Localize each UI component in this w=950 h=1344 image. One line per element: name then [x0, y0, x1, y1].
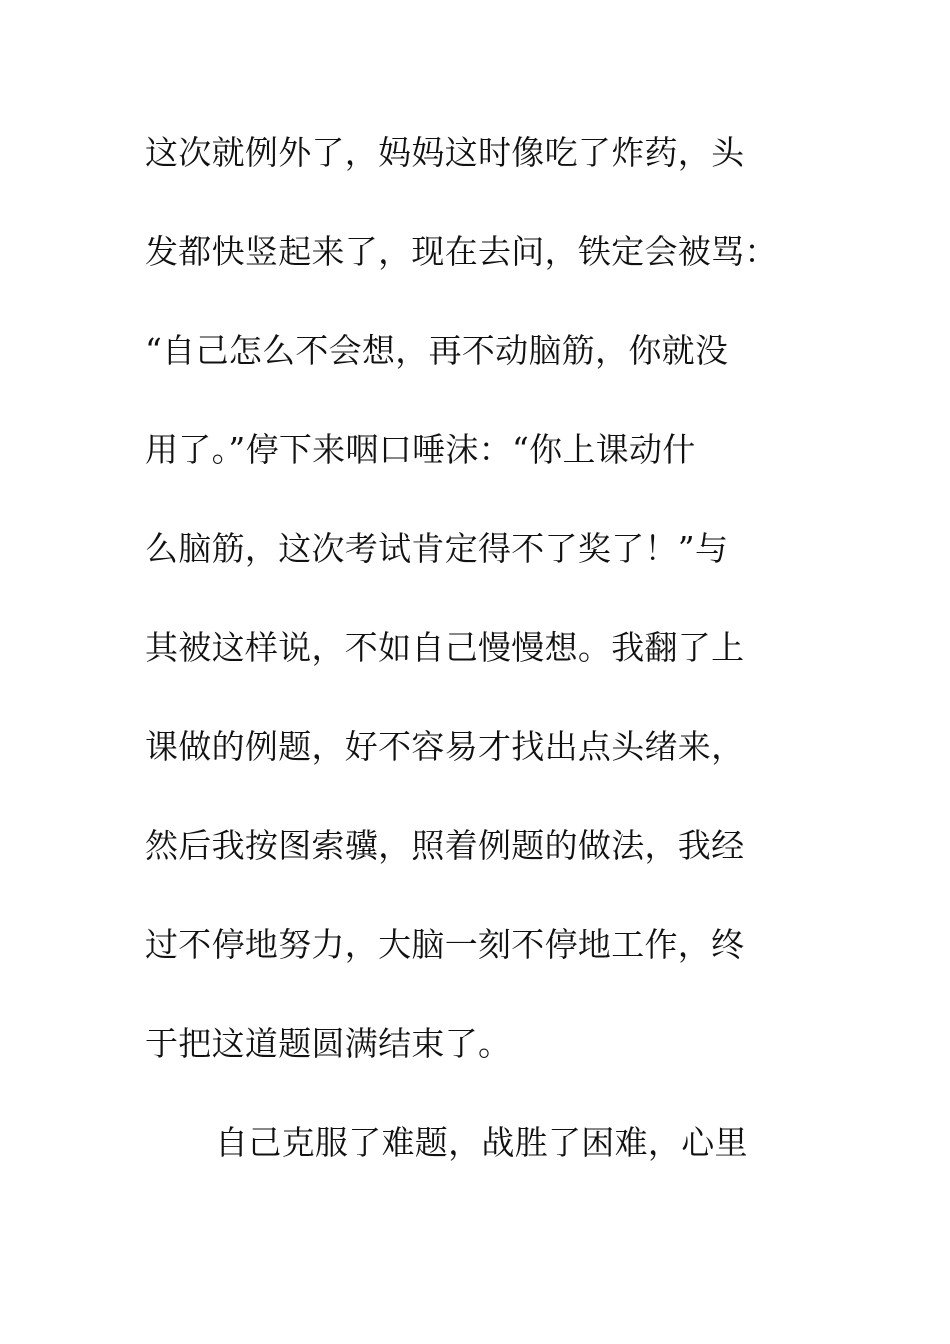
- text-line: 于把这道题圆满结束了。: [145, 1024, 512, 1063]
- text-line: 这次就例外了，妈妈这时像吃了炸药，头: [145, 133, 745, 172]
- text-line: 课做的例题，好不容易才找出点头绪来，: [145, 727, 745, 766]
- body-text: [145, 127, 785, 1216]
- text-line: 其被这样说，不如自己慢慢想。我翻了上: [145, 628, 745, 667]
- text-line: 发都快竖起来了，现在去问，铁定会被骂：: [145, 232, 778, 271]
- text-line: 用了。”停下来咽口唾沫：“你上课动什: [145, 430, 696, 469]
- text-line: “自己怎么不会想，再不动脑筋，你就没: [145, 331, 729, 370]
- text-line: 么脑筋，这次考试肯定得不了奖了！”与: [145, 529, 729, 568]
- text-line: 然后我按图索骥，照着例题的做法，我经: [145, 826, 745, 865]
- paragraph-start-line: 自己克服了难题，战胜了困难，心里: [215, 1123, 748, 1162]
- text-line: 过不停地努力，大脑一刻不停地工作，终: [145, 925, 745, 964]
